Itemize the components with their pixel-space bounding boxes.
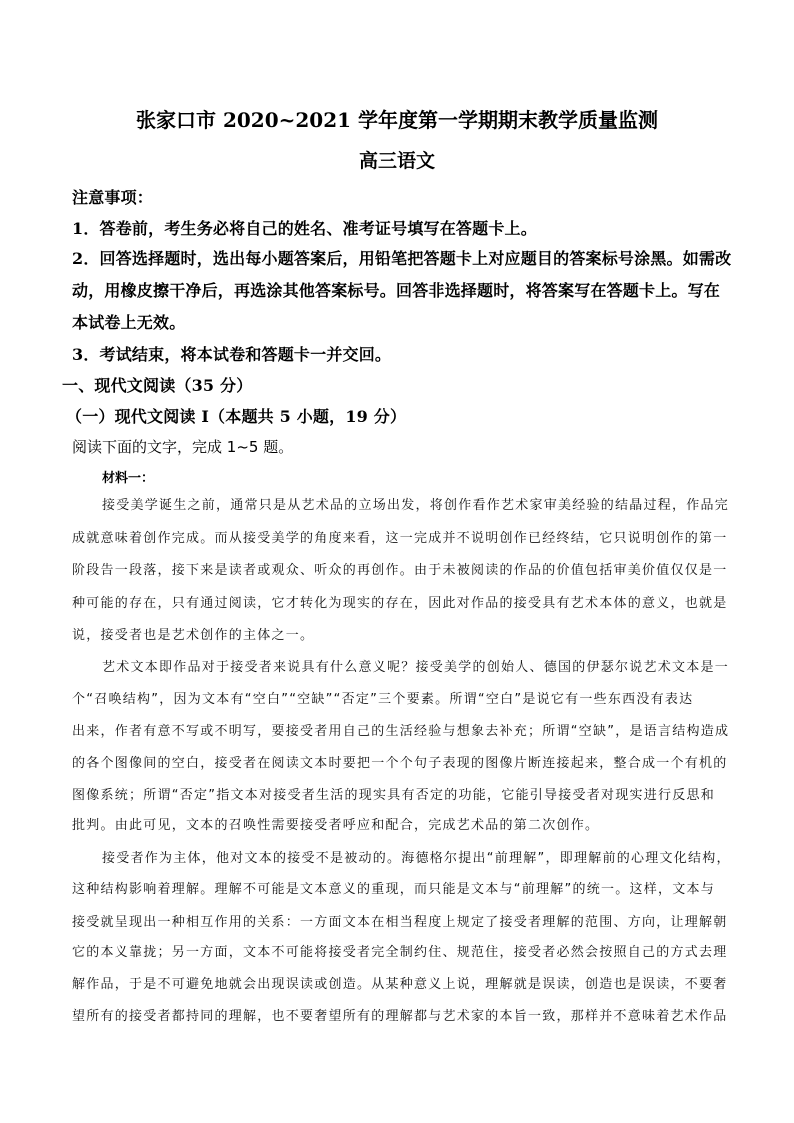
body-text-line: 艺术文本即作品对于接受者来说具有什么意义呢？接受美学的创始人、德国的伊瑟尔说艺术文本是一 xyxy=(102,660,730,675)
notice-line: 动，用橡皮擦干净后，再选涂其他答案标号。回答非选择题时，将答案写在答题卡上。写在 xyxy=(72,281,721,300)
body-text-line: 这种结构影响着理解。理解不可能是文本意义的重现，而只能是文本与“前理解”的统一。这样，文本与 xyxy=(72,882,715,897)
body-text-line: 它的本义靠拢；另一方面，文本不可能将接受者完全制约住、规范住，接受者必然会按照自己的方式去理 xyxy=(72,945,728,960)
notice-line: 本试卷上无效。 xyxy=(72,313,186,332)
body-text-line: 说，接受者也是艺术创作的主体之一。 xyxy=(72,628,315,643)
body-text-line: 望所有的接受者都持同的理解，也不要奢望所有的理解都与艺术家的本旨一致，那样并不意味着艺术作品 xyxy=(72,1009,728,1024)
body-text-line: 接受美学诞生之前，通常只是从艺术品的立场出发，将创作看作艺术家审美经验的结晶过程，作品完 xyxy=(102,498,730,513)
page-title: 张家口市 2020~2021 学年度第一学期期末教学质量监测 xyxy=(135,108,658,132)
body-text-line: 种可能的存在，只有通过阅读，它才转化为现实的存在，因此对作品的接受具有艺术本体的意义，也就是 xyxy=(72,596,728,611)
section-subheading: （一）现代文阅读 I（本题共 5 小题，19 分） xyxy=(66,407,407,426)
notice-line: 2．回答选择题时，选出每小题答案后，用铅笔把答题卡上对应题目的答案标号涂黑。如需改 xyxy=(72,249,732,268)
body-text-line: 解作品，于是不可避免地就会出现误读或创造。从某种意义上说，理解就是误读，创造也是误读，不要奢 xyxy=(72,977,728,992)
page-subtitle: 高三语文 xyxy=(358,150,435,172)
body-text-line: 接受者作为主体，他对文本的接受不是被动的。海德格尔提出“前理解”，即理解前的心理文化结构， xyxy=(102,851,731,866)
material-label: 材料一： xyxy=(102,471,155,486)
body-text-line: 批判。由此可见，文本的召唤性需要接受者呼应和配合，完成艺术品的第二次创作。 xyxy=(72,818,600,833)
body-text-line: 成就意味着创作完成。而从接受美学的角度来看，这一完成并不说明创作已经终结，它只说明创作的第一 xyxy=(72,531,728,546)
notice-heading: 注意事项： xyxy=(72,188,154,207)
reading-instruction: 阅读下面的文字，完成 1~5 题。 xyxy=(72,438,294,456)
body-text-line: 接受就呈现出一种相互作用的关系：一方面文本在相当程度上规定了接受者理解的范围、方向，让理解朝 xyxy=(72,915,728,930)
body-text-line: 出来，作者有意不写或不明写，要接受者用自己的生活经验与想象去补充；所谓“空缺”，是语言结构造成 xyxy=(72,724,730,739)
notice-line: 1．答卷前，考生务必将自己的姓名、准考证号填写在答题卡上。 xyxy=(72,219,537,238)
body-text-line: 阶段告一段落，接下来是读者或观众、听众的再创作。由于未被阅读的作品的价值包括审美价值仅仅是一 xyxy=(72,563,728,578)
section-heading: 一、现代文阅读（35 分） xyxy=(62,376,253,395)
body-text-line: 的各个图像间的空白，接受者在阅读文本时要把一个个句子表现的图像片断连接起来，整合成一个有机的 xyxy=(72,756,728,771)
body-text-line: 个“召唤结构”，因为文本有“空白”“空缺”“否定”三个要素。所谓“空白”是说它有一些东西没有表达 xyxy=(72,692,694,707)
body-text-line: 图像系统；所谓“否定”指文本对接受者生活的现实具有否定的功能，它能引导接受者对现实进行反思和 xyxy=(72,788,715,803)
notice-line: 3．考试结束，将本试卷和答题卡一并交回。 xyxy=(72,345,392,364)
